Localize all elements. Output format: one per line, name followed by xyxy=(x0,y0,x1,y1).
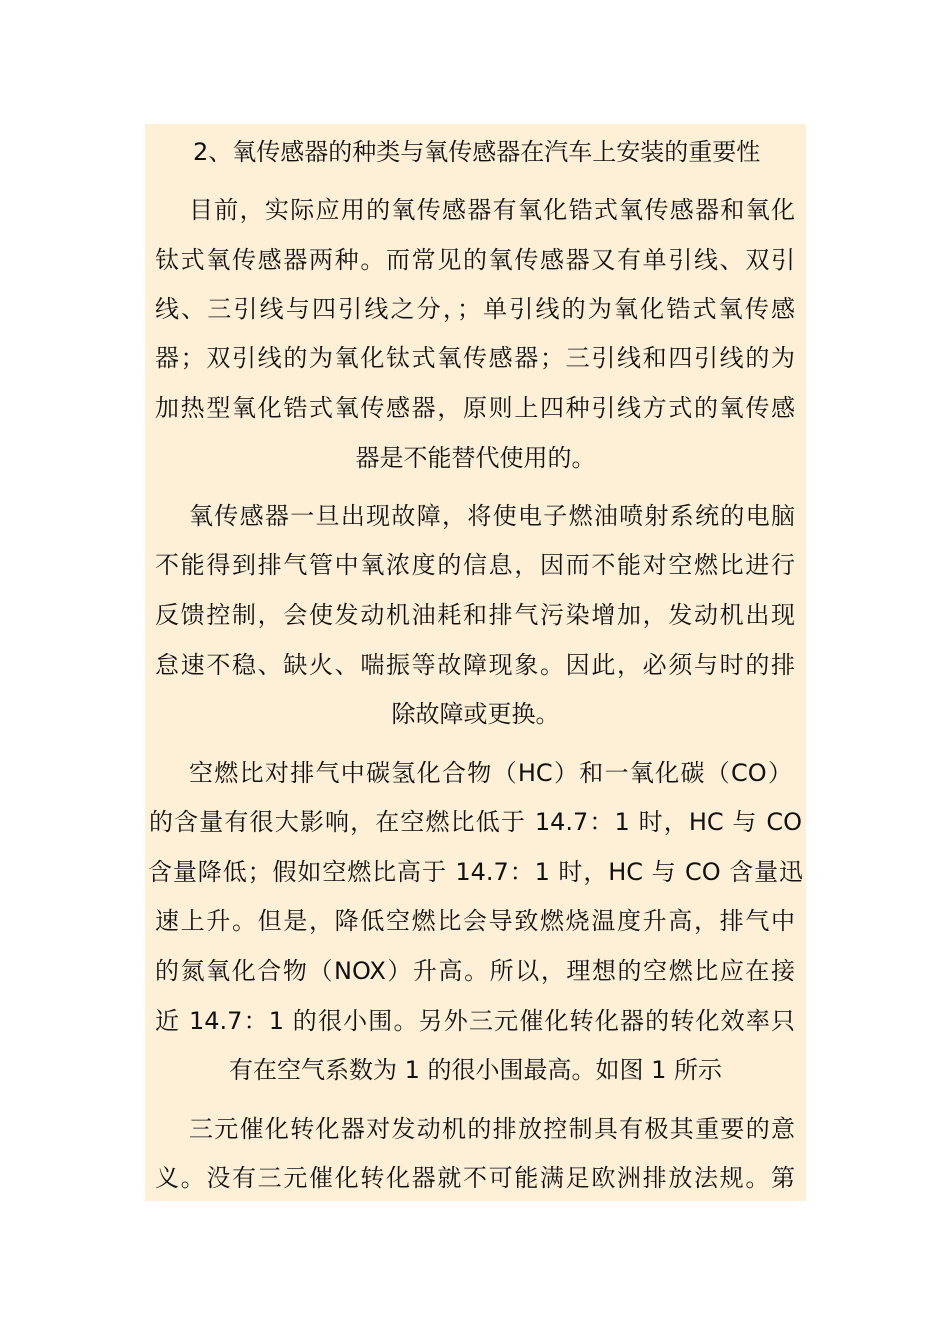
paragraph-line: 目前，实际应用的氧传感器有氧化锆式氧传感器和氧化 xyxy=(189,196,795,224)
paragraph-line: 三元催化转化器对发动机的排放控制具有极其重要的意 xyxy=(189,1115,795,1143)
paragraph-line: 器；双引线的为氧化钛式氧传感器；三引线和四引线的为 xyxy=(155,344,795,372)
paragraph-line: 器是不能替代使用的。 xyxy=(355,444,596,472)
paragraph-line: 的氮氧化合物（NOX）升高。所以，理想的空燃比应在接 xyxy=(155,957,795,985)
paragraph-line: 的含量有很大影响，在空燃比低于 14.7：1 时，HC 与 CO xyxy=(149,808,802,836)
document-text-block xyxy=(145,124,806,1201)
paragraph-line: 除故障或更换。 xyxy=(391,700,560,728)
paragraph-line: 不能得到排气管中氧浓度的信息，因而不能对空燃比进行 xyxy=(155,551,795,579)
paragraph-line: 线、三引线与四引线之分，；单引线的为氧化锆式氧传感 xyxy=(155,295,795,323)
paragraph-line: 氧传感器一旦出现故障，将使电子燃油喷射系统的电脑 xyxy=(189,502,795,530)
paragraph-line: 反馈控制，会使发动机油耗和排气污染增加，发动机出现 xyxy=(155,601,795,629)
paragraph-line: 有在空气系数为 1 的很小围最高。如图 1 所示 xyxy=(228,1056,723,1084)
paragraph-line: 近 14.7：1 的很小围。另外三元催化转化器的转化效率只 xyxy=(155,1007,795,1035)
paragraph-line: 空燃比对排气中碳氢化合物（HC）和一氧化碳（CO） xyxy=(189,759,792,787)
section-heading: 2、氧传感器的种类与氧传感器在汽车上安装的重要性 xyxy=(193,138,761,166)
paragraph-line: 义。没有三元催化转化器就不可能满足欧洲排放法规。第 xyxy=(155,1164,795,1192)
paragraph-line: 含量降低；假如空燃比高于 14.7：1 时，HC 与 CO 含量迅 xyxy=(148,858,803,886)
paragraph-line: 速上升。但是，降低空燃比会导致燃烧温度升高，排气中 xyxy=(155,907,795,935)
paragraph-line: 怠速不稳、缺火、喘振等故障现象。因此，必须与时的排 xyxy=(155,651,795,679)
paragraph-line: 钛式氧传感器两种。而常见的氧传感器又有单引线、双引 xyxy=(155,246,795,274)
paragraph-line: 加热型氧化锆式氧传感器，原则上四种引线方式的氧传感 xyxy=(155,394,795,422)
